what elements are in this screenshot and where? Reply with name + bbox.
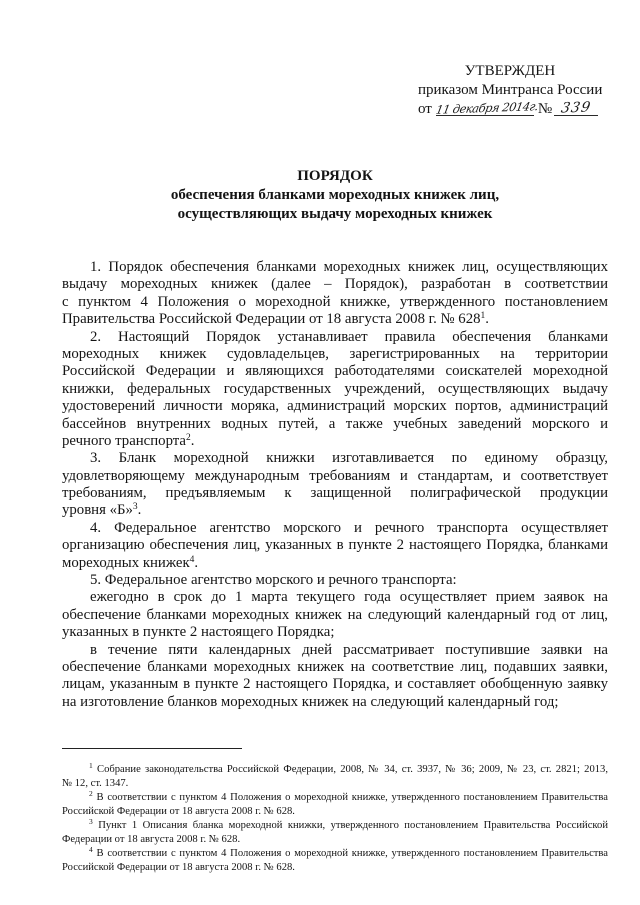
paragraph-line (62, 311, 608, 328)
date-field (434, 99, 540, 117)
paragraph-line: 1. Порядок обеспечения бланками мореходных книжек лиц, осуществляющих (90, 259, 608, 275)
footnote-line: Российской Федерации от 18 августа 2008 г. № 628. (62, 806, 295, 817)
paragraph-line (62, 433, 608, 450)
date-prefix: от (418, 101, 432, 117)
paragraph-line: в течение пяти календарных дней рассматривает поступившие заявки на (90, 641, 608, 658)
paragraph-line: 2. Настоящий Порядок устанавливает правила обеспечения бланками (90, 328, 608, 345)
footnote-number: 1 (89, 761, 93, 770)
paragraph-line-tail: . (485, 311, 489, 328)
paragraph-line: с пунктом 4 Положения о мореходной книжке, утвержденного постановлением (62, 293, 608, 310)
handwritten-date: 11 декабря 2014г. (434, 99, 540, 117)
paragraph-line: удовлетворяющему международным требованиям и стандартам, и соответствует (62, 467, 608, 484)
paragraph-5 (62, 572, 608, 589)
paragraph-2 (62, 329, 608, 451)
paragraph-line: мореходных книжек судовладельцев, зарегистрированных на территории (62, 345, 608, 362)
footnote-line (62, 763, 608, 777)
document-subtitle-line: осуществляющих выдачу мореходных книжек (177, 205, 493, 222)
paragraph-line: 3. Бланк мореходной книжки изготавливается по единому образцу, (90, 450, 608, 467)
paragraph-line (62, 555, 608, 572)
paragraph-line: ежегодно в срок до 1 марта текущего года осуществляет прием заявок на (90, 589, 608, 606)
footnote-line: Федерации от 18 августа 2008 г. № 628. (62, 834, 241, 845)
approval-date-row (418, 100, 602, 119)
footnote-line (62, 847, 608, 861)
footnote-text: В соответствии с пунктом 4 Положения о мореходной книжке, утвержденного постановлением Правительства (96, 792, 608, 803)
paragraph-line: обеспечение бланками мореходных книжек на соответствие лиц, подавших заявки, (62, 658, 608, 675)
paragraph-line: выдачу мореходных книжек (далее – Порядок), разработан в соответствии (62, 276, 608, 293)
footnote-3 (62, 819, 608, 847)
paragraph-line: книжки, федеральных государственных учреждений, осуществляющих выдачу (62, 380, 608, 397)
handwritten-number: 339 (559, 99, 593, 117)
footnote-number: 2 (89, 789, 93, 798)
footnote-number: 3 (89, 817, 93, 826)
paragraph-3 (62, 450, 608, 520)
footnote-2 (62, 791, 608, 819)
footnote-ref: 2 (186, 432, 191, 443)
footnote-separator (62, 748, 242, 749)
footnote-4 (62, 847, 608, 875)
number-field (554, 100, 598, 116)
footnote-text: Собрание законодательства Российской Федерации, 2008, № 34, ст. 3937, № 36; 2009, № 23, ст. 2821; 2013, (97, 764, 609, 775)
footnote-text: В соответствии с пунктом 4 Положения о мореходной книжке, утвержденного постановлением Правительства (96, 848, 608, 859)
approval-issued-by: приказом Минтранса России (418, 82, 603, 98)
paragraph-1 (62, 259, 608, 329)
footnote-text: Пункт 1 Описания бланка мореходной книжки, утвержденного постановлением Правительства Российской (98, 820, 608, 831)
paragraph-line-text: уровня «Б» (62, 502, 133, 519)
approval-title: УТВЕРЖДЕН (464, 63, 556, 79)
paragraph-line-text: мореходных книжек (62, 554, 190, 571)
footnote-line: Российской Федерации от 18 августа 2008 г. № 628. (62, 862, 295, 873)
footnote-1 (62, 763, 608, 791)
paragraph-5-item-2 (62, 642, 608, 712)
paragraph-line: 4. Федеральное агентство морского и речного транспорта осуществляет (90, 519, 608, 536)
footnote-ref: 4 (189, 554, 195, 565)
paragraph-line (62, 502, 608, 519)
document-heading (62, 167, 608, 223)
paragraph-line: удостоверений личности моряка, администраций морских портов, администраций (62, 398, 608, 415)
paragraph-line: 5. Федеральное агентство морского и речного транспорта: (90, 572, 457, 589)
approval-block (418, 62, 602, 119)
footnote-ref: 1 (480, 311, 486, 322)
footnote-ref: 3 (132, 502, 138, 513)
paragraph-line: указанных в пункте 2 настоящего Порядка; (62, 624, 335, 641)
paragraph-5-item-1 (62, 589, 608, 641)
document-title: ПОРЯДОК (297, 168, 373, 184)
paragraph-line-tail: . (194, 554, 199, 571)
document-body (62, 259, 608, 711)
paragraph-line: организацию обеспечения лиц, указанных в пункте 2 настоящего Порядка, бланками (62, 537, 608, 554)
document-subtitle-line: обеспечения бланками мореходных книжек лиц, (170, 186, 500, 203)
footnotes (62, 763, 608, 875)
paragraph-line-text: речного транспорта (62, 432, 186, 449)
paragraph-line: обеспечение бланками мореходных книжек на следующий календарный год от лиц, (62, 606, 608, 623)
paragraph-line: Российской Федерации и являющихся работодателями соискателей мореходной (62, 363, 608, 380)
paragraph-line: требованиям, предъявляемым к защищенной полиграфической продукции (62, 485, 608, 502)
footnote-line (62, 819, 608, 833)
footnote-number: 4 (89, 845, 93, 854)
number-prefix: № (537, 101, 553, 117)
paragraph-line: бассейнов внутренних водных путей, а также учебных заведений морского и (62, 415, 608, 432)
paragraph-line-text: Правительства Российской Федерации от 18 августа 2008 г. № 628 (62, 311, 481, 328)
paragraph-line-tail: . (190, 432, 195, 449)
paragraph-line: на изготовление бланков мореходных книжек на следующий календарный год; (62, 693, 559, 710)
paragraph-line-tail: . (137, 502, 142, 519)
footnote-line: № 12, ст. 1347. (62, 778, 129, 789)
paragraph-line: лицам, указанным в пункте 2 настоящего Порядка, и составляет обобщенную заявку (62, 676, 608, 693)
paragraph-4 (62, 520, 608, 572)
footnote-line (62, 791, 608, 805)
